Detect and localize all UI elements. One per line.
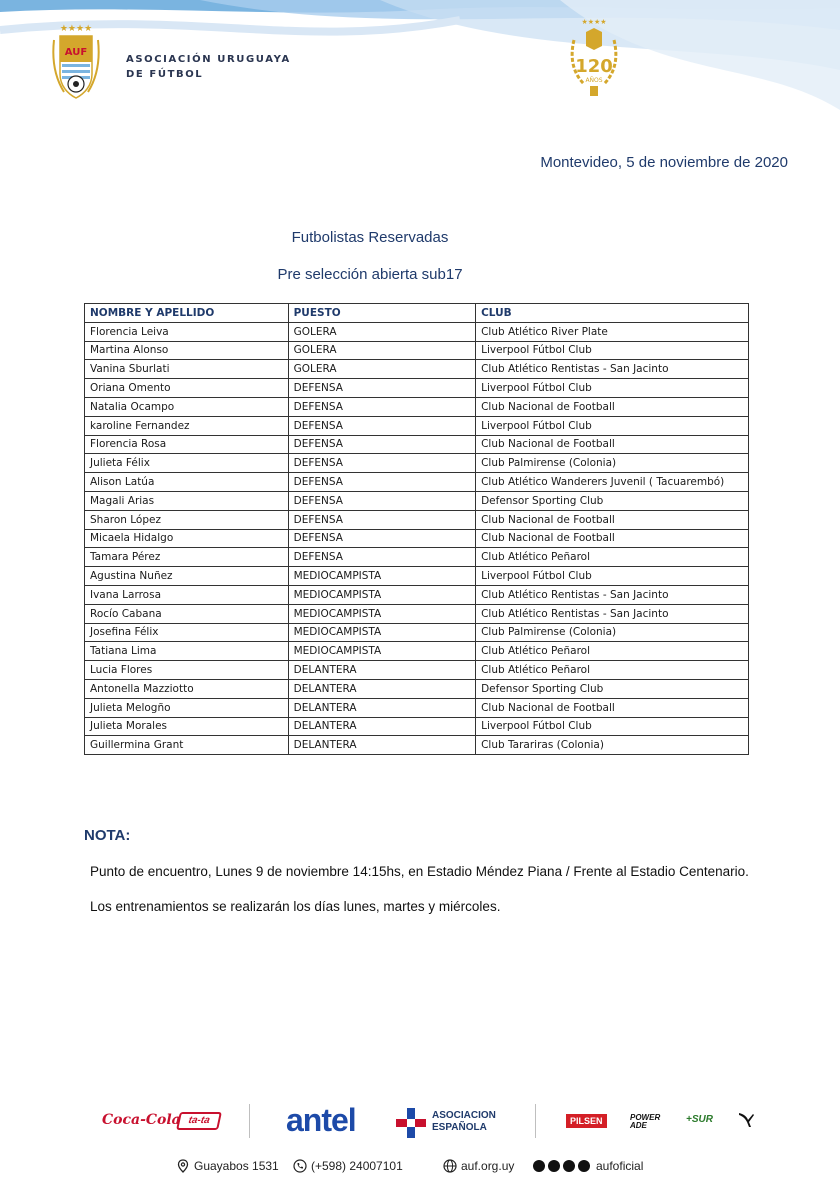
- note-training-days: Los entrenamientos se realizarán los días lunes, martes y miércoles.: [90, 899, 501, 914]
- cell-player-name: Oriana Omento: [85, 379, 289, 398]
- cell-position: DEFENSA: [288, 416, 475, 435]
- asociacion-espanola-logo: [432, 1110, 496, 1134]
- cell-club: Club Atlético Rentistas - San Jacinto: [476, 585, 749, 604]
- cell-player-name: Sharon López: [85, 510, 289, 529]
- twitter-icon[interactable]: [533, 1160, 545, 1172]
- cell-club: Club Atlético River Plate: [476, 322, 749, 341]
- globe-icon: [443, 1159, 457, 1173]
- table-row: [85, 698, 749, 717]
- cell-player-name: Lucia Flores: [85, 661, 289, 680]
- cell-club: Club Nacional de Football: [476, 510, 749, 529]
- puma-logo-icon: [738, 1110, 756, 1128]
- cell-position: DEFENSA: [288, 548, 475, 567]
- table-row: [85, 585, 749, 604]
- cell-position: MEDIOCAMPISTA: [288, 623, 475, 642]
- cell-player-name: Natalia Ocampo: [85, 397, 289, 416]
- cell-club: Liverpool Fútbol Club: [476, 567, 749, 586]
- table-row: [85, 491, 749, 510]
- cell-club: Defensor Sporting Club: [476, 491, 749, 510]
- cell-player-name: Martina Alonso: [85, 341, 289, 360]
- cell-player-name: Magali Arias: [85, 491, 289, 510]
- cell-player-name: Julieta Morales: [85, 717, 289, 736]
- cell-player-name: Agustina Nuñez: [85, 567, 289, 586]
- table-row: [85, 379, 749, 398]
- cell-position: GOLERA: [288, 360, 475, 379]
- cell-player-name: Antonella Mazziotto: [85, 679, 289, 698]
- cell-position: DEFENSA: [288, 510, 475, 529]
- note-title: NOTA:: [84, 827, 131, 844]
- table-row: [85, 435, 749, 454]
- document-title: Futbolistas Reservadas: [291, 229, 449, 246]
- contact-address: [176, 1159, 279, 1173]
- tata-logo: ta-ta: [176, 1112, 222, 1130]
- org-name-line1: ASOCIACIÓN URUGUAYA: [126, 54, 291, 65]
- header-name: NOMBRE Y APELLIDO: [85, 304, 289, 323]
- table-row: [85, 604, 749, 623]
- cell-position: MEDIOCAMPISTA: [288, 642, 475, 661]
- sponsor-divider: [249, 1104, 250, 1138]
- table-row: [85, 397, 749, 416]
- table-row: [85, 510, 749, 529]
- table-row: [85, 661, 749, 680]
- page-header: [0, 0, 840, 120]
- cell-position: DELANTERA: [288, 698, 475, 717]
- sponsor-divider: [535, 1104, 536, 1138]
- asociacion-line1: ASOCIACION: [432, 1110, 496, 1121]
- cell-position: DEFENSA: [288, 491, 475, 510]
- power-line2: ADE: [630, 1121, 647, 1130]
- org-name-line2: DE FÚTBOL: [126, 69, 204, 80]
- social-handle-text: aufoficial: [596, 1159, 644, 1173]
- cell-player-name: Julieta Félix: [85, 454, 289, 473]
- svg-text:★★★★: ★★★★: [59, 24, 93, 34]
- cell-club: Club Tarariras (Colonia): [476, 736, 749, 755]
- cell-club: Liverpool Fútbol Club: [476, 416, 749, 435]
- anniversary-number: 120: [575, 56, 613, 77]
- cell-position: DEFENSA: [288, 397, 475, 416]
- instagram-icon[interactable]: [563, 1160, 575, 1172]
- cell-club: Liverpool Fútbol Club: [476, 341, 749, 360]
- cell-player-name: Julieta Melogño: [85, 698, 289, 717]
- cell-club: Club Nacional de Football: [476, 529, 749, 548]
- cell-club: Liverpool Fútbol Club: [476, 379, 749, 398]
- cell-position: MEDIOCAMPISTA: [288, 604, 475, 623]
- cell-club: Club Atlético Peñarol: [476, 661, 749, 680]
- sponsors-bar: [0, 1100, 840, 1144]
- table-row: [85, 642, 749, 661]
- cell-club: Club Atlético Wanderers Juvenil ( Tacuarembó): [476, 473, 749, 492]
- cell-player-name: Alison Latúa: [85, 473, 289, 492]
- cell-club: Club Atlético Peñarol: [476, 642, 749, 661]
- cell-player-name: Vanina Sburlati: [85, 360, 289, 379]
- cell-club: Club Nacional de Football: [476, 435, 749, 454]
- cell-club: Club Nacional de Football: [476, 698, 749, 717]
- table-body: [85, 322, 749, 754]
- cell-club: Club Atlético Peñarol: [476, 548, 749, 567]
- cell-position: DELANTERA: [288, 679, 475, 698]
- cell-player-name: Josefina Félix: [85, 623, 289, 642]
- crest-letters: AUF: [64, 47, 88, 58]
- cell-player-name: Guillermina Grant: [85, 736, 289, 755]
- powerade-logo: [630, 1114, 660, 1130]
- cell-player-name: Ivana Larrosa: [85, 585, 289, 604]
- sur-logo: +SUR: [686, 1114, 713, 1125]
- cell-position: DEFENSA: [288, 473, 475, 492]
- youtube-icon[interactable]: [578, 1160, 590, 1172]
- auf-crest-logo: [50, 22, 102, 100]
- cell-position: GOLERA: [288, 341, 475, 360]
- cell-position: MEDIOCAMPISTA: [288, 567, 475, 586]
- table-row: [85, 529, 749, 548]
- cell-player-name: Tatiana Lima: [85, 642, 289, 661]
- players-table: [84, 303, 749, 755]
- cell-position: DELANTERA: [288, 661, 475, 680]
- cell-club: Liverpool Fútbol Club: [476, 717, 749, 736]
- cell-player-name: Florencia Rosa: [85, 435, 289, 454]
- cell-position: DEFENSA: [288, 379, 475, 398]
- anniversary-120-badge: [564, 16, 624, 98]
- facebook-icon[interactable]: [548, 1160, 560, 1172]
- address-text: Guayabos 1531: [194, 1159, 279, 1173]
- contact-footer: [0, 1157, 840, 1177]
- cell-position: MEDIOCAMPISTA: [288, 585, 475, 604]
- cell-club: Defensor Sporting Club: [476, 679, 749, 698]
- coca-cola-logo: Coca-Cola: [102, 1112, 181, 1128]
- antel-logo: antel: [286, 1102, 356, 1138]
- note-meeting-point: Punto de encuentro, Lunes 9 de noviembre 14:15hs, en Estadio Méndez Piana / Frente al Estadio Centenario.: [90, 864, 749, 879]
- document-date: Montevideo, 5 de noviembre de 2020: [540, 154, 788, 171]
- table-row: [85, 567, 749, 586]
- table-row: [85, 717, 749, 736]
- table-row: [85, 341, 749, 360]
- cell-player-name: Rocío Cabana: [85, 604, 289, 623]
- website-text[interactable]: auf.org.uy: [461, 1159, 515, 1173]
- cell-club: Club Atlético Rentistas - San Jacinto: [476, 604, 749, 623]
- table-row: [85, 679, 749, 698]
- phone-icon: [293, 1159, 307, 1173]
- cell-player-name: Micaela Hidalgo: [85, 529, 289, 548]
- table-row: [85, 360, 749, 379]
- contact-website[interactable]: [443, 1159, 514, 1173]
- contact-social: [533, 1159, 643, 1173]
- table-header-row: [85, 304, 749, 323]
- table-row: [85, 416, 749, 435]
- organization-name: [126, 52, 291, 82]
- header-position: PUESTO: [288, 304, 475, 323]
- cell-position: DEFENSA: [288, 435, 475, 454]
- cell-club: Club Atlético Rentistas - San Jacinto: [476, 360, 749, 379]
- document-subtitle: Pre selección abierta sub17: [277, 266, 463, 283]
- cell-player-name: karoline Fernandez: [85, 416, 289, 435]
- power-line1: POWER: [630, 1113, 661, 1122]
- header-club: CLUB: [476, 304, 749, 323]
- table-row: [85, 322, 749, 341]
- pilsen-logo: PILSEN: [566, 1114, 607, 1128]
- asociacion-line2: ESPAÑOLA: [432, 1122, 487, 1133]
- table-row: [85, 473, 749, 492]
- cell-club: Club Nacional de Football: [476, 397, 749, 416]
- cell-position: DEFENSA: [288, 454, 475, 473]
- table-row: [85, 454, 749, 473]
- table-row: [85, 548, 749, 567]
- cell-position: DELANTERA: [288, 717, 475, 736]
- cell-position: DEFENSA: [288, 529, 475, 548]
- cell-player-name: Tamara Pérez: [85, 548, 289, 567]
- table-row: [85, 623, 749, 642]
- cell-club: Club Palmirense (Colonia): [476, 623, 749, 642]
- asociacion-espanola-cross-icon: [396, 1108, 426, 1138]
- contact-phone: [293, 1159, 403, 1173]
- cell-club: Club Palmirense (Colonia): [476, 454, 749, 473]
- svg-text:★★★★: ★★★★: [581, 18, 607, 26]
- phone-text: (+598) 24007101: [311, 1159, 403, 1173]
- table-row: [85, 736, 749, 755]
- cell-position: DELANTERA: [288, 736, 475, 755]
- location-pin-icon: [176, 1159, 190, 1173]
- anniversary-word: AÑOS: [585, 77, 603, 84]
- cell-position: GOLERA: [288, 322, 475, 341]
- cell-player-name: Florencia Leiva: [85, 322, 289, 341]
